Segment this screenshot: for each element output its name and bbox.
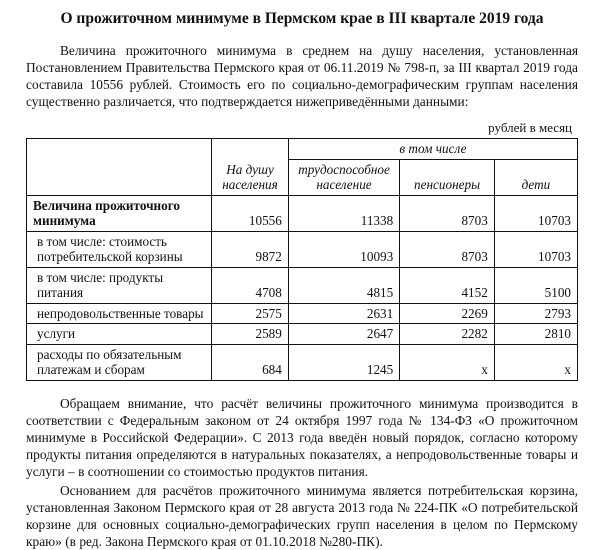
cell-value: 2282 [400, 324, 495, 345]
cell-value: 2575 [212, 303, 289, 324]
cell-value: 5100 [494, 267, 577, 303]
row-label: Величина прожиточного минимума [27, 195, 212, 231]
cell-value: 4708 [212, 267, 289, 303]
cell-value: 2589 [212, 324, 289, 345]
header-working-population: трудоспособное население [288, 159, 399, 195]
cell-value: 4815 [288, 267, 399, 303]
header-per-capita: На душу населения [212, 139, 289, 196]
table-unit-label: рублей в месяц [488, 120, 572, 135]
cell-value: 10703 [494, 231, 577, 267]
header-pensioners: пенсионеры [400, 159, 495, 195]
cell-value: 11338 [288, 195, 399, 231]
table-row [27, 344, 578, 380]
cell-value: x [494, 344, 577, 380]
cell-value: 10703 [494, 195, 577, 231]
table-row [27, 231, 578, 267]
cell-value: 8703 [400, 195, 495, 231]
header-including: в том числе [288, 139, 577, 160]
header-empty-cell [27, 139, 212, 196]
row-label: непродовольственные товары [27, 303, 212, 324]
document-title: О прожиточном минимуме в Пермском крае в III квартале 2019 года [60, 10, 544, 27]
header-children: дети [494, 159, 577, 195]
cell-value: 2793 [494, 303, 577, 324]
row-label: в том числе: стоимость потребительской корзины [27, 231, 212, 267]
cell-value: 2631 [288, 303, 399, 324]
cell-value: x [400, 344, 495, 380]
table-row [27, 195, 578, 231]
cell-value: 10556 [212, 195, 289, 231]
table-row [27, 267, 578, 303]
intro-paragraph: Величина прожиточного минимума в среднем на душу населения, установленная Постановлением Правительства Пермского края от 06.11.2019 № 798-п, за III квартал 2019 года составила 10556 рублей. Стоимость его по социально-демографическим группам населения существенно различается, что подтверждается нижеприведёнными данными: [26, 43, 578, 109]
cell-value: 2810 [494, 324, 577, 345]
cell-value: 2647 [288, 324, 399, 345]
table-header-row [27, 139, 578, 160]
subsistence-table [26, 138, 578, 381]
row-label: в том числе: продукты питания [27, 267, 212, 303]
basis-paragraph: Основанием для расчётов прожиточного минимума является потребительская корзина, установленная Законом Пермского края от 28 августа 2013 года № 224-ПК «О потребительской корзине для основных социально-демографических групп населения в целом по Пермскому краю» (в ред. Закона Пермского края от 01.10.2018 №280-ПК). [26, 482, 578, 549]
cell-value: 684 [212, 344, 289, 380]
table-row [27, 324, 578, 345]
cell-value: 9872 [212, 231, 289, 267]
cell-value: 4152 [400, 267, 495, 303]
notice-paragraph: Обращаем внимание, что расчёт величины прожиточного минимума производится в соответствии с Федеральным законом от 24 октября 1997 года № 134-ФЗ «О прожиточном минимуме в Российской Федерации». С 2013 года введён новый порядок, согласно которому продукты питания определяются в натуральных показателях, а непродовольственные товары и услуги – в соотношении со стоимостью продуктов питания. [26, 395, 578, 479]
row-label: услуги [27, 324, 212, 345]
row-label: расходы по обязательным платежам и сборам [27, 344, 212, 380]
cell-value: 2269 [400, 303, 495, 324]
cell-value: 10093 [288, 231, 399, 267]
table-row [27, 303, 578, 324]
cell-value: 1245 [288, 344, 399, 380]
cell-value: 8703 [400, 231, 495, 267]
